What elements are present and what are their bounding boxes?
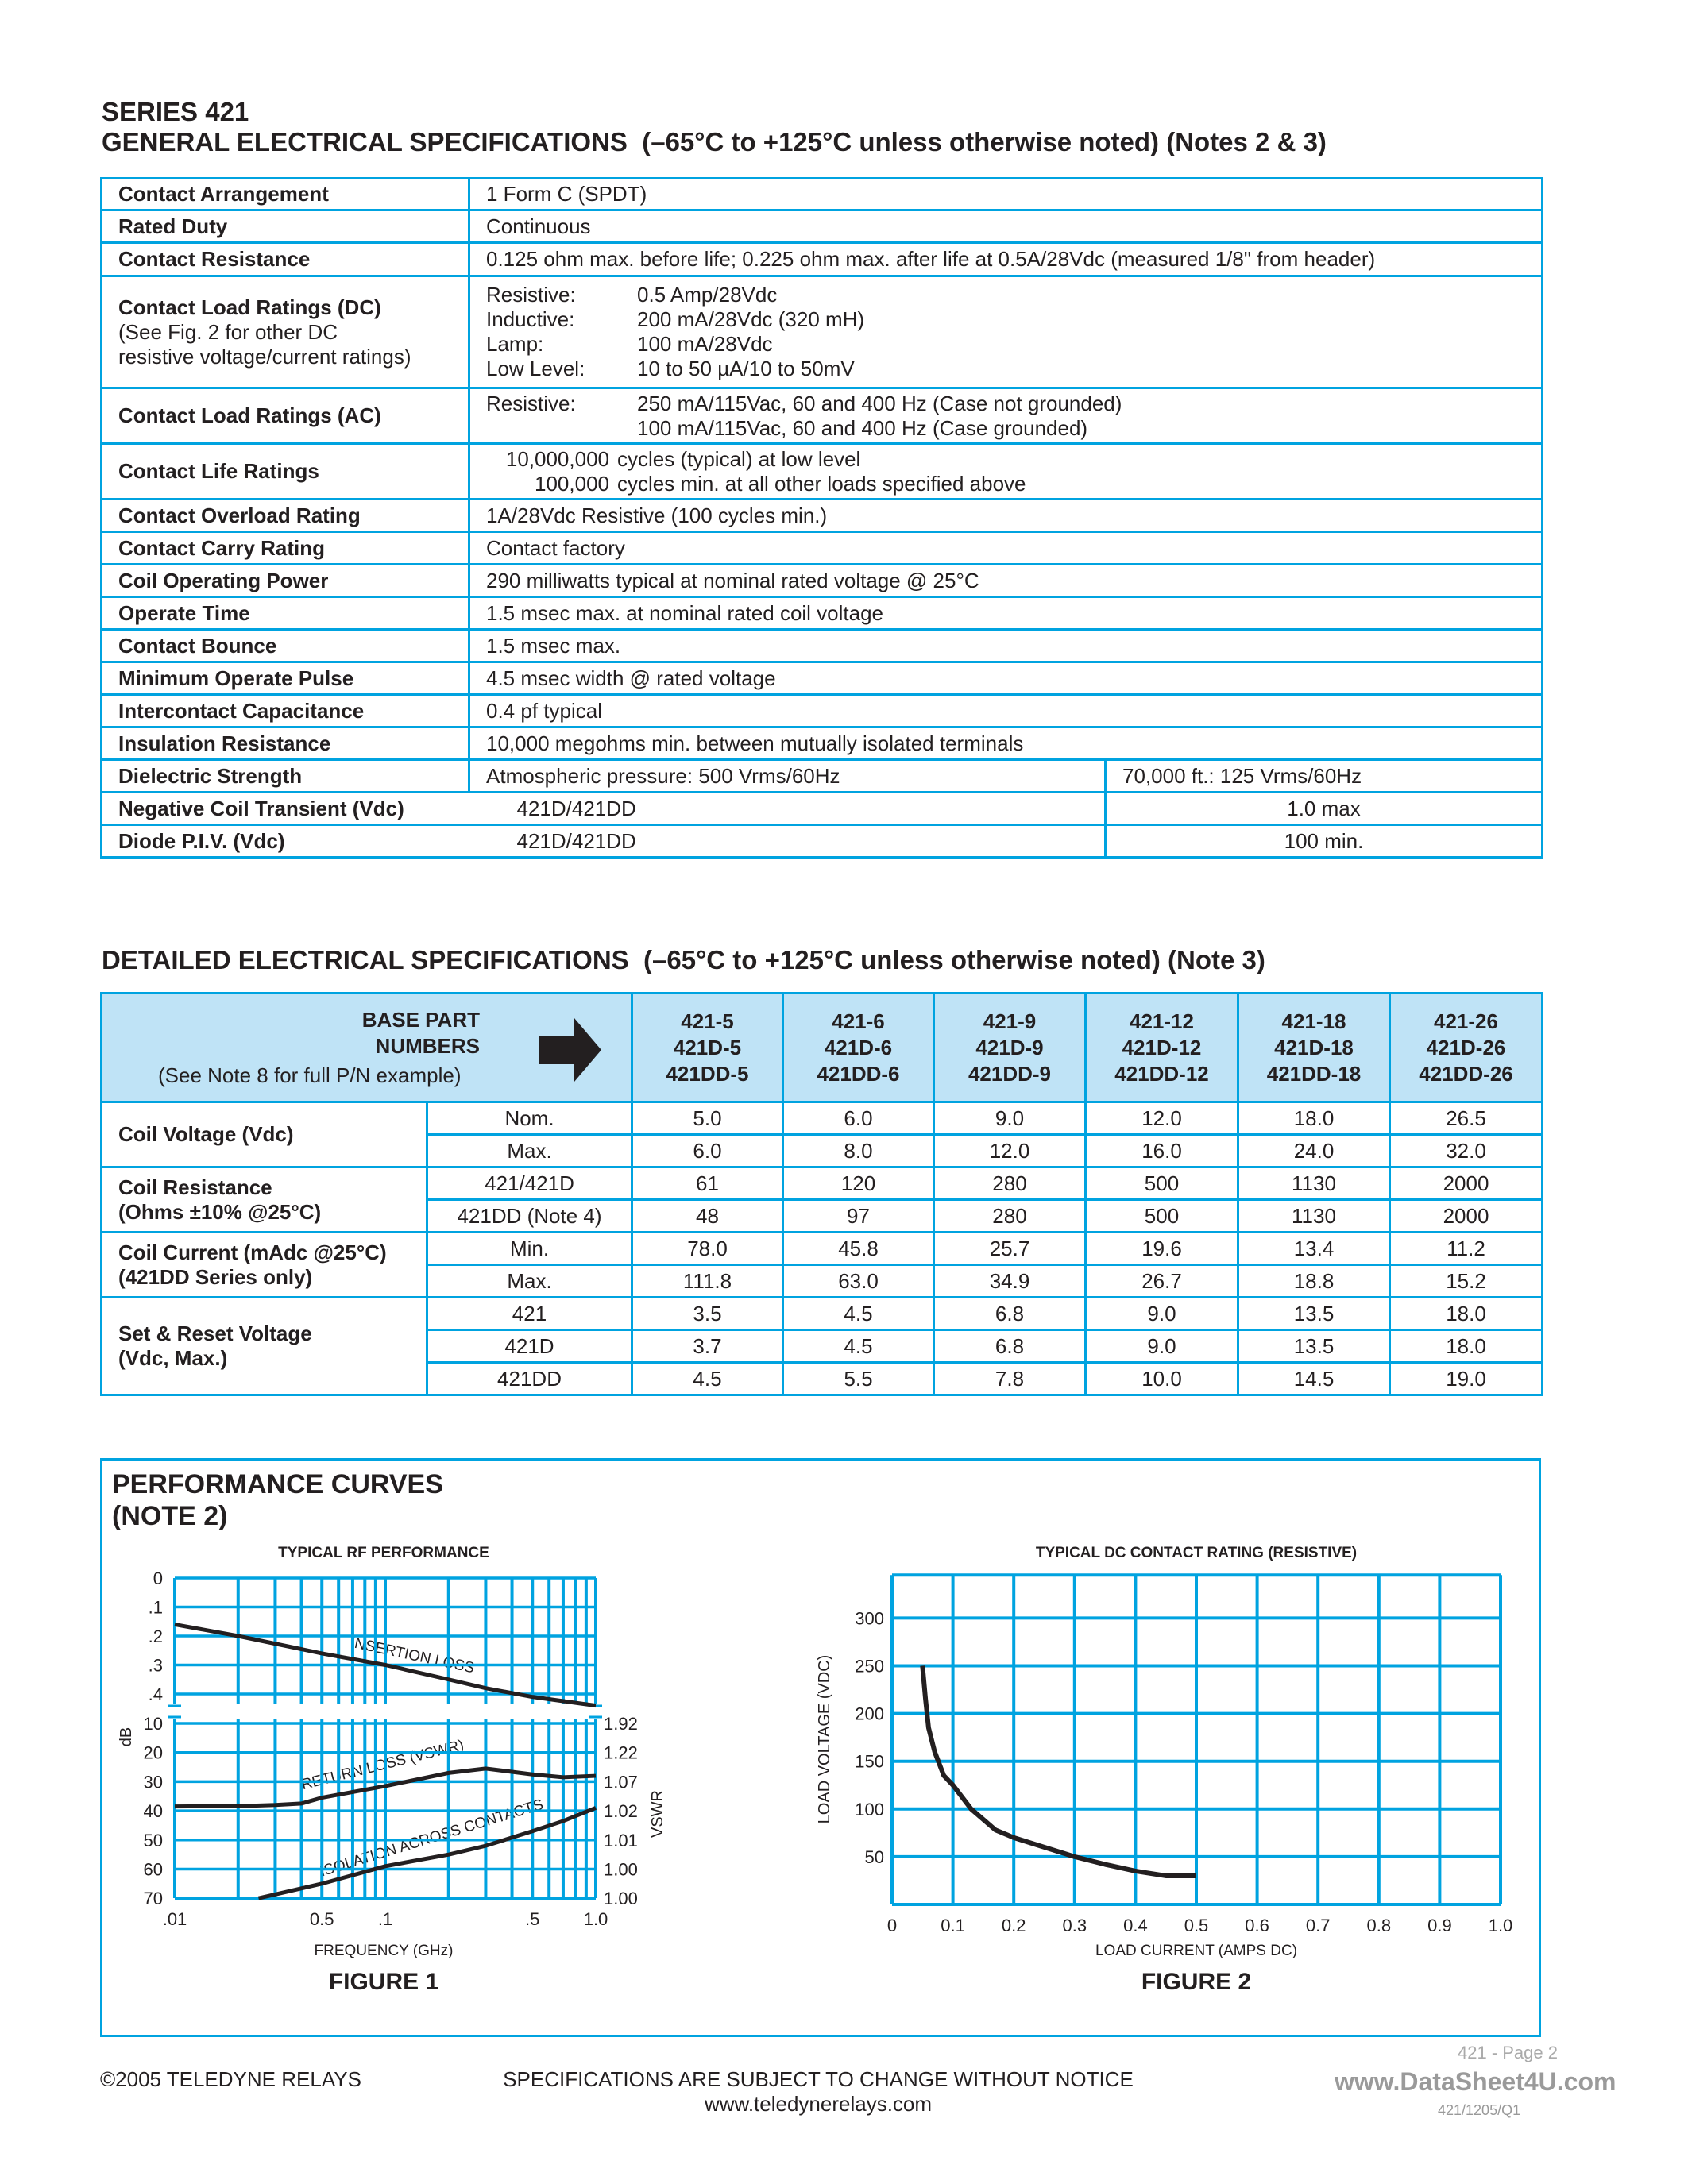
part-number: 421DD-26 (1419, 1061, 1513, 1086)
series-title: SERIES 421 (102, 97, 249, 126)
spec-label: Contact Life Ratings (102, 444, 469, 500)
value-cell: 12.0 (934, 1135, 1086, 1167)
parameter-sub-label: Max. (427, 1265, 632, 1298)
table-row (102, 388, 1543, 444)
value-cell: 8.0 (783, 1135, 934, 1167)
value-cell: 9.0 (934, 1102, 1086, 1135)
y-tick-label: .4 (148, 1684, 163, 1704)
spec-label: Minimum Operate Pulse (102, 662, 469, 695)
table-row (102, 727, 1543, 760)
spec-label: Coil Operating Power (102, 565, 469, 597)
performance-curves-panel (100, 1458, 1541, 2037)
part-number: 421DD-6 (817, 1061, 900, 1086)
parameter-condition: (Vdc, Max.) (118, 1346, 228, 1370)
part-number: 421D-12 (1122, 1035, 1202, 1059)
vswr-tick-label: 1.22 (604, 1742, 638, 1763)
y-tick-label: 300 (855, 1608, 884, 1629)
value-cell: 3.5 (632, 1298, 783, 1330)
x-tick-label: 0.8 (1366, 1916, 1392, 1935)
spec-value: 70,000 ft.: 125 Vrms/60Hz (1106, 760, 1543, 793)
part-number: 421-18 (1281, 1009, 1346, 1033)
value-cell: 120 (783, 1167, 934, 1200)
load-dc-note: (See Fig. 2 for other DC (118, 319, 338, 344)
spec-model: 421D/421DD (469, 825, 1106, 858)
table-row (102, 276, 1543, 388)
series-label: ISOLATION ACROSS CONTACTS (318, 1796, 546, 1881)
parameter-sub-label: 421DD (Note 4) (427, 1200, 632, 1233)
table-row (102, 630, 1543, 662)
part-number: 421D-6 (824, 1035, 893, 1059)
part-number: 421-12 (1130, 1009, 1194, 1033)
website-link[interactable]: www.teledynerelays.com (704, 2092, 933, 2116)
x-tick-label: 0.5 (309, 1909, 334, 1929)
part-number: 421-9 (983, 1009, 1037, 1033)
spec-label: Contact Bounce (102, 630, 469, 662)
parameter-label (102, 1298, 427, 1395)
notice: SPECIFICATIONS ARE SUBJECT TO CHANGE WITHOUT NOTICE (503, 2067, 1134, 2091)
value-cell: 4.5 (783, 1298, 934, 1330)
spec-model: 421D/421DD (469, 793, 1106, 825)
y-tick-label: .1 (148, 1597, 163, 1618)
detailed-specs-heading: DETAILED ELECTRICAL SPECIFICATIONS (102, 945, 629, 974)
x-tick-label: 0.1 (941, 1916, 965, 1935)
value-cell: 2000 (1390, 1200, 1543, 1233)
spec-value: 290 milliwatts typical at nominal rated voltage @ 25°C (469, 565, 1543, 597)
load-ac-value: 250 mA/115Vac, 60 and 400 Hz (Case not grounded) (637, 391, 1122, 415)
base-part-label: BASE PART (361, 1008, 480, 1032)
spec-label: Contact Overload Rating (102, 500, 469, 532)
value-cell: 14.5 (1238, 1363, 1390, 1395)
spec-value: 1.5 msec max. (469, 630, 1543, 662)
part-number: 421D-26 (1426, 1035, 1506, 1059)
table-row (102, 1298, 1543, 1330)
page-number: 421 - Page 2 (1458, 2043, 1558, 2062)
y-tick-label: 30 (143, 1772, 163, 1792)
spec-label: Contact Carry Rating (102, 532, 469, 565)
spec-value: Contact factory (469, 532, 1543, 565)
parameter-name: Coil Resistance (118, 1175, 272, 1199)
table-row (102, 793, 1543, 825)
table-row (102, 695, 1543, 727)
x-tick-label: 0.6 (1245, 1916, 1269, 1935)
y-axis-label: LOAD VOLTAGE (VDC) (816, 1654, 833, 1824)
spec-value (469, 276, 1543, 388)
load-dc-value: 0.5 Amp/28Vdc (637, 283, 778, 307)
part-number: 421-5 (681, 1009, 734, 1033)
value-cell: 25.7 (934, 1233, 1086, 1265)
parameter-label (102, 1102, 427, 1167)
y-tick-label: 0 (153, 1569, 163, 1588)
part-number: 421-6 (832, 1009, 885, 1033)
table-row (102, 1167, 1543, 1200)
spec-value (469, 388, 1543, 444)
value-cell: 16.0 (1086, 1135, 1238, 1167)
y-tick-label: 20 (143, 1742, 163, 1763)
x-tick-label: 0.4 (1123, 1916, 1148, 1935)
table-row (102, 210, 1543, 243)
value-cell: 1130 (1238, 1167, 1390, 1200)
value-cell: 5.5 (783, 1363, 934, 1395)
parameter-sub-label: 421D (427, 1330, 632, 1363)
parameter-name: Coil Current (mAdc @25°C) (118, 1240, 387, 1264)
x-axis-label: FREQUENCY (GHz) (314, 1943, 454, 1959)
value-cell: 500 (1086, 1200, 1238, 1233)
spec-label: Rated Duty (102, 210, 469, 243)
load-dc-key: Low Level: (486, 357, 585, 380)
y-tick-label: .3 (148, 1655, 163, 1676)
spec-label: Intercontact Capacitance (102, 695, 469, 727)
x-tick-label: 0 (886, 1916, 898, 1935)
y-tick-label: 10 (143, 1714, 163, 1734)
y-tick-label: 50 (143, 1830, 163, 1850)
table-row (102, 179, 1543, 210)
spec-value: 0.125 ohm max. before life; 0.225 ohm max. after life at 0.5A/28Vdc (measured 1/8" from header) (469, 243, 1543, 276)
part-number: 421D-5 (673, 1035, 742, 1059)
parameter-sub-label: 421DD (427, 1363, 632, 1395)
spec-value: 10,000 megohms min. between mutually isolated terminals (469, 727, 1543, 760)
value-cell: 5.0 (632, 1102, 783, 1135)
parameter-condition: (421DD Series only) (118, 1264, 313, 1289)
value-cell: 6.0 (783, 1102, 934, 1135)
part-number-column-header (783, 994, 934, 1102)
y-tick-label: 70 (143, 1889, 163, 1909)
load-dc-note: resistive voltage/current ratings) (118, 344, 411, 369)
chart-title: TYPICAL DC CONTACT RATING (RESISTIVE) (1035, 1545, 1358, 1561)
y-axis-label: dB (118, 1727, 135, 1747)
parameter-sub-label: 421 (427, 1298, 632, 1330)
value-cell: 45.8 (783, 1233, 934, 1265)
load-dc-key: Lamp: (486, 332, 544, 356)
x-tick-label: 0.9 (1427, 1916, 1452, 1935)
value-cell: 19.0 (1390, 1363, 1543, 1395)
table-header-row (102, 994, 1543, 1102)
value-cell: 9.0 (1086, 1298, 1238, 1330)
spec-label: Operate Time (102, 597, 469, 630)
table-row (102, 662, 1543, 695)
spec-value: 0.4 pf typical (469, 695, 1543, 727)
part-number-column-header (1086, 994, 1238, 1102)
table-row (102, 825, 1543, 858)
spec-label: Negative Coil Transient (Vdc) (102, 793, 469, 825)
value-cell: 18.0 (1238, 1102, 1390, 1135)
spec-label: Contact Arrangement (102, 179, 469, 210)
value-cell: 9.0 (1086, 1330, 1238, 1363)
x-tick-label: 0.7 (1305, 1916, 1331, 1935)
chart-title: TYPICAL RF PERFORMANCE (278, 1545, 489, 1561)
vswr-tick-label: 1.92 (604, 1714, 638, 1734)
doc-code: 421/1205/Q1 (1438, 2102, 1521, 2118)
value-cell: 18.0 (1390, 1330, 1543, 1363)
copyright: ©2005 TELEDYNE RELAYS (100, 2067, 361, 2091)
x-tick-label: 0.3 (1062, 1916, 1087, 1935)
life-count: 100,000 (535, 471, 609, 496)
parameter-sub-label: 421/421D (427, 1167, 632, 1200)
parameter-sub-label: Nom. (427, 1102, 632, 1135)
value-cell: 48 (632, 1200, 783, 1233)
spec-label: Contact Resistance (102, 243, 469, 276)
performance-note: (NOTE 2) (112, 1501, 228, 1531)
part-number: 421DD-9 (968, 1061, 1052, 1086)
value-cell: 6.8 (934, 1298, 1086, 1330)
general-specs-heading: GENERAL ELECTRICAL SPECIFICATIONS (102, 127, 628, 156)
spec-label (102, 276, 469, 388)
value-cell: 111.8 (632, 1265, 783, 1298)
value-cell: 6.8 (934, 1330, 1086, 1363)
load-dc-label: Contact Load Ratings (DC) (118, 295, 381, 319)
life-text: cycles min. at all other loads specified above (617, 471, 1026, 496)
load-dc-value: 200 mA/28Vdc (320 mH) (637, 307, 865, 331)
value-cell: 6.0 (632, 1135, 783, 1167)
y-tick-label: 40 (143, 1801, 163, 1822)
x-tick-label: .1 (377, 1909, 393, 1929)
x-tick-label: 1.0 (1488, 1916, 1513, 1935)
parameter-sub-label: Max. (427, 1135, 632, 1167)
spec-label: Diode P.I.V. (Vdc) (102, 825, 469, 858)
general-specs-conditions: (–65°C to +125°C unless otherwise noted) (Notes 2 & 3) (642, 127, 1327, 156)
part-number: 421DD-5 (666, 1061, 749, 1086)
value-cell: 11.2 (1390, 1233, 1543, 1265)
x-axis-label: LOAD CURRENT (AMPS DC) (1095, 1943, 1298, 1959)
spec-label: Dielectric Strength (102, 760, 469, 793)
part-number: 421D-9 (975, 1035, 1044, 1059)
x-tick-label: 0.5 (1184, 1916, 1209, 1935)
x-tick-label: 1.0 (583, 1909, 608, 1929)
vswr-tick-label: 1.00 (604, 1889, 638, 1909)
life-text: cycles (typical) at low level (617, 446, 861, 471)
part-number: 421DD-12 (1114, 1061, 1209, 1086)
y-tick-label: 150 (855, 1751, 884, 1772)
spec-label: Insulation Resistance (102, 727, 469, 760)
parameter-condition: (Ohms ±10% @25°C) (118, 1199, 322, 1224)
load-dc-key: Resistive: (486, 283, 576, 307)
spec-value: 1.5 msec max. at nominal rated coil voltage (469, 597, 1543, 630)
y-tick-label: .2 (148, 1626, 163, 1646)
part-number: 421D-18 (1274, 1035, 1354, 1059)
detailed-specs-conditions: (–65°C to +125°C unless otherwise noted) (Note 3) (643, 945, 1265, 974)
value-cell: 26.7 (1086, 1265, 1238, 1298)
vswr-tick-label: 1.02 (604, 1801, 638, 1822)
vswr-tick-label: 1.00 (604, 1859, 638, 1880)
y-tick-label: 200 (855, 1704, 884, 1724)
part-number-column-header (934, 994, 1086, 1102)
value-cell: 63.0 (783, 1265, 934, 1298)
load-ac-value: 100 mA/115Vac, 60 and 400 Hz (Case grounded) (637, 415, 1088, 440)
general-specs-table (100, 177, 1543, 859)
arrow-right-icon (539, 1018, 603, 1082)
base-part-note: (See Note 8 for full P/N example) (158, 1063, 462, 1087)
value-cell: 1130 (1238, 1200, 1390, 1233)
x-tick-label: .01 (162, 1909, 187, 1929)
base-part-header (102, 994, 632, 1102)
y-tick-label: 50 (864, 1846, 884, 1867)
part-number: 421DD-18 (1266, 1061, 1362, 1086)
detailed-specs-title (102, 945, 1265, 975)
value-cell: 280 (934, 1167, 1086, 1200)
table-row (102, 760, 1543, 793)
value-cell: 18.0 (1390, 1298, 1543, 1330)
value-cell: 13.5 (1238, 1330, 1390, 1363)
x-tick-label: .5 (525, 1909, 540, 1929)
table-row (102, 1102, 1543, 1135)
performance-title: PERFORMANCE CURVES (112, 1469, 443, 1499)
spec-value: 4.5 msec width @ rated voltage (469, 662, 1543, 695)
parameter-name: Set & Reset Voltage (118, 1322, 312, 1345)
table-row (102, 597, 1543, 630)
table-row (102, 532, 1543, 565)
part-number-column-header (1390, 994, 1543, 1102)
figure-label: FIGURE 1 (328, 1969, 439, 1995)
load-dc-key: Inductive: (486, 307, 575, 331)
spec-value: 1 Form C (SPDT) (469, 179, 1543, 210)
parameter-name: Coil Voltage (Vdc) (118, 1122, 294, 1146)
y2-axis-label: VSWR (649, 1790, 666, 1838)
spec-value: 1A/28Vdc Resistive (100 cycles min.) (469, 500, 1543, 532)
life-count: 10,000,000 (505, 446, 609, 471)
vswr-tick-label: 1.07 (604, 1772, 638, 1792)
spec-value (469, 444, 1543, 500)
table-row (102, 444, 1543, 500)
x-tick-label: 0.2 (1001, 1916, 1026, 1935)
value-cell: 3.7 (632, 1330, 783, 1363)
table-row (102, 565, 1543, 597)
value-cell: 18.8 (1238, 1265, 1390, 1298)
table-row (102, 500, 1543, 532)
value-cell: 78.0 (632, 1233, 783, 1265)
general-specs-title (102, 127, 1327, 157)
part-number-column-header (1238, 994, 1390, 1102)
parameter-label (102, 1233, 427, 1298)
spec-value: 1.0 max (1106, 793, 1543, 825)
y-tick-label: 250 (855, 1656, 884, 1677)
value-cell: 32.0 (1390, 1135, 1543, 1167)
load-ac-key: Resistive: (486, 391, 576, 415)
value-cell: 61 (632, 1167, 783, 1200)
value-cell: 13.4 (1238, 1233, 1390, 1265)
value-cell: 15.2 (1390, 1265, 1543, 1298)
load-dc-value: 10 to 50 µA/10 to 50mV (637, 357, 855, 380)
spec-value: Continuous (469, 210, 1543, 243)
table-row (102, 243, 1543, 276)
part-number-column-header (632, 994, 783, 1102)
value-cell: 19.6 (1086, 1233, 1238, 1265)
table-row (102, 1233, 1543, 1265)
spec-value: Atmospheric pressure: 500 Vrms/60Hz (469, 760, 1106, 793)
value-cell: 4.5 (783, 1330, 934, 1363)
value-cell: 4.5 (632, 1363, 783, 1395)
value-cell: 280 (934, 1200, 1086, 1233)
series-label: RETURN LOSS (VSWR) (299, 1737, 466, 1794)
detailed-specs-table (100, 992, 1543, 1396)
value-cell: 10.0 (1086, 1363, 1238, 1395)
value-cell: 7.8 (934, 1363, 1086, 1395)
spec-value: 100 min. (1106, 825, 1543, 858)
value-cell: 13.5 (1238, 1298, 1390, 1330)
y-tick-label: 60 (143, 1859, 163, 1880)
value-cell: 26.5 (1390, 1102, 1543, 1135)
load-dc-value: 100 mA/28Vdc (637, 332, 773, 356)
value-cell: 34.9 (934, 1265, 1086, 1298)
value-cell: 97 (783, 1200, 934, 1233)
spec-label: Contact Load Ratings (AC) (102, 388, 469, 444)
value-cell: 12.0 (1086, 1102, 1238, 1135)
watermark: www.DataSheet4U.com (1335, 2067, 1617, 2096)
series-label: INSERTION LOSS (349, 1634, 477, 1677)
value-cell: 2000 (1390, 1167, 1543, 1200)
y-tick-label: 100 (855, 1799, 884, 1819)
part-number: 421-26 (1434, 1009, 1498, 1033)
value-cell: 24.0 (1238, 1135, 1390, 1167)
parameter-label (102, 1167, 427, 1233)
base-part-label: NUMBERS (375, 1034, 480, 1058)
vswr-tick-label: 1.01 (604, 1830, 638, 1850)
value-cell: 500 (1086, 1167, 1238, 1200)
parameter-sub-label: Min. (427, 1233, 632, 1265)
figure-label: FIGURE 2 (1141, 1969, 1252, 1995)
